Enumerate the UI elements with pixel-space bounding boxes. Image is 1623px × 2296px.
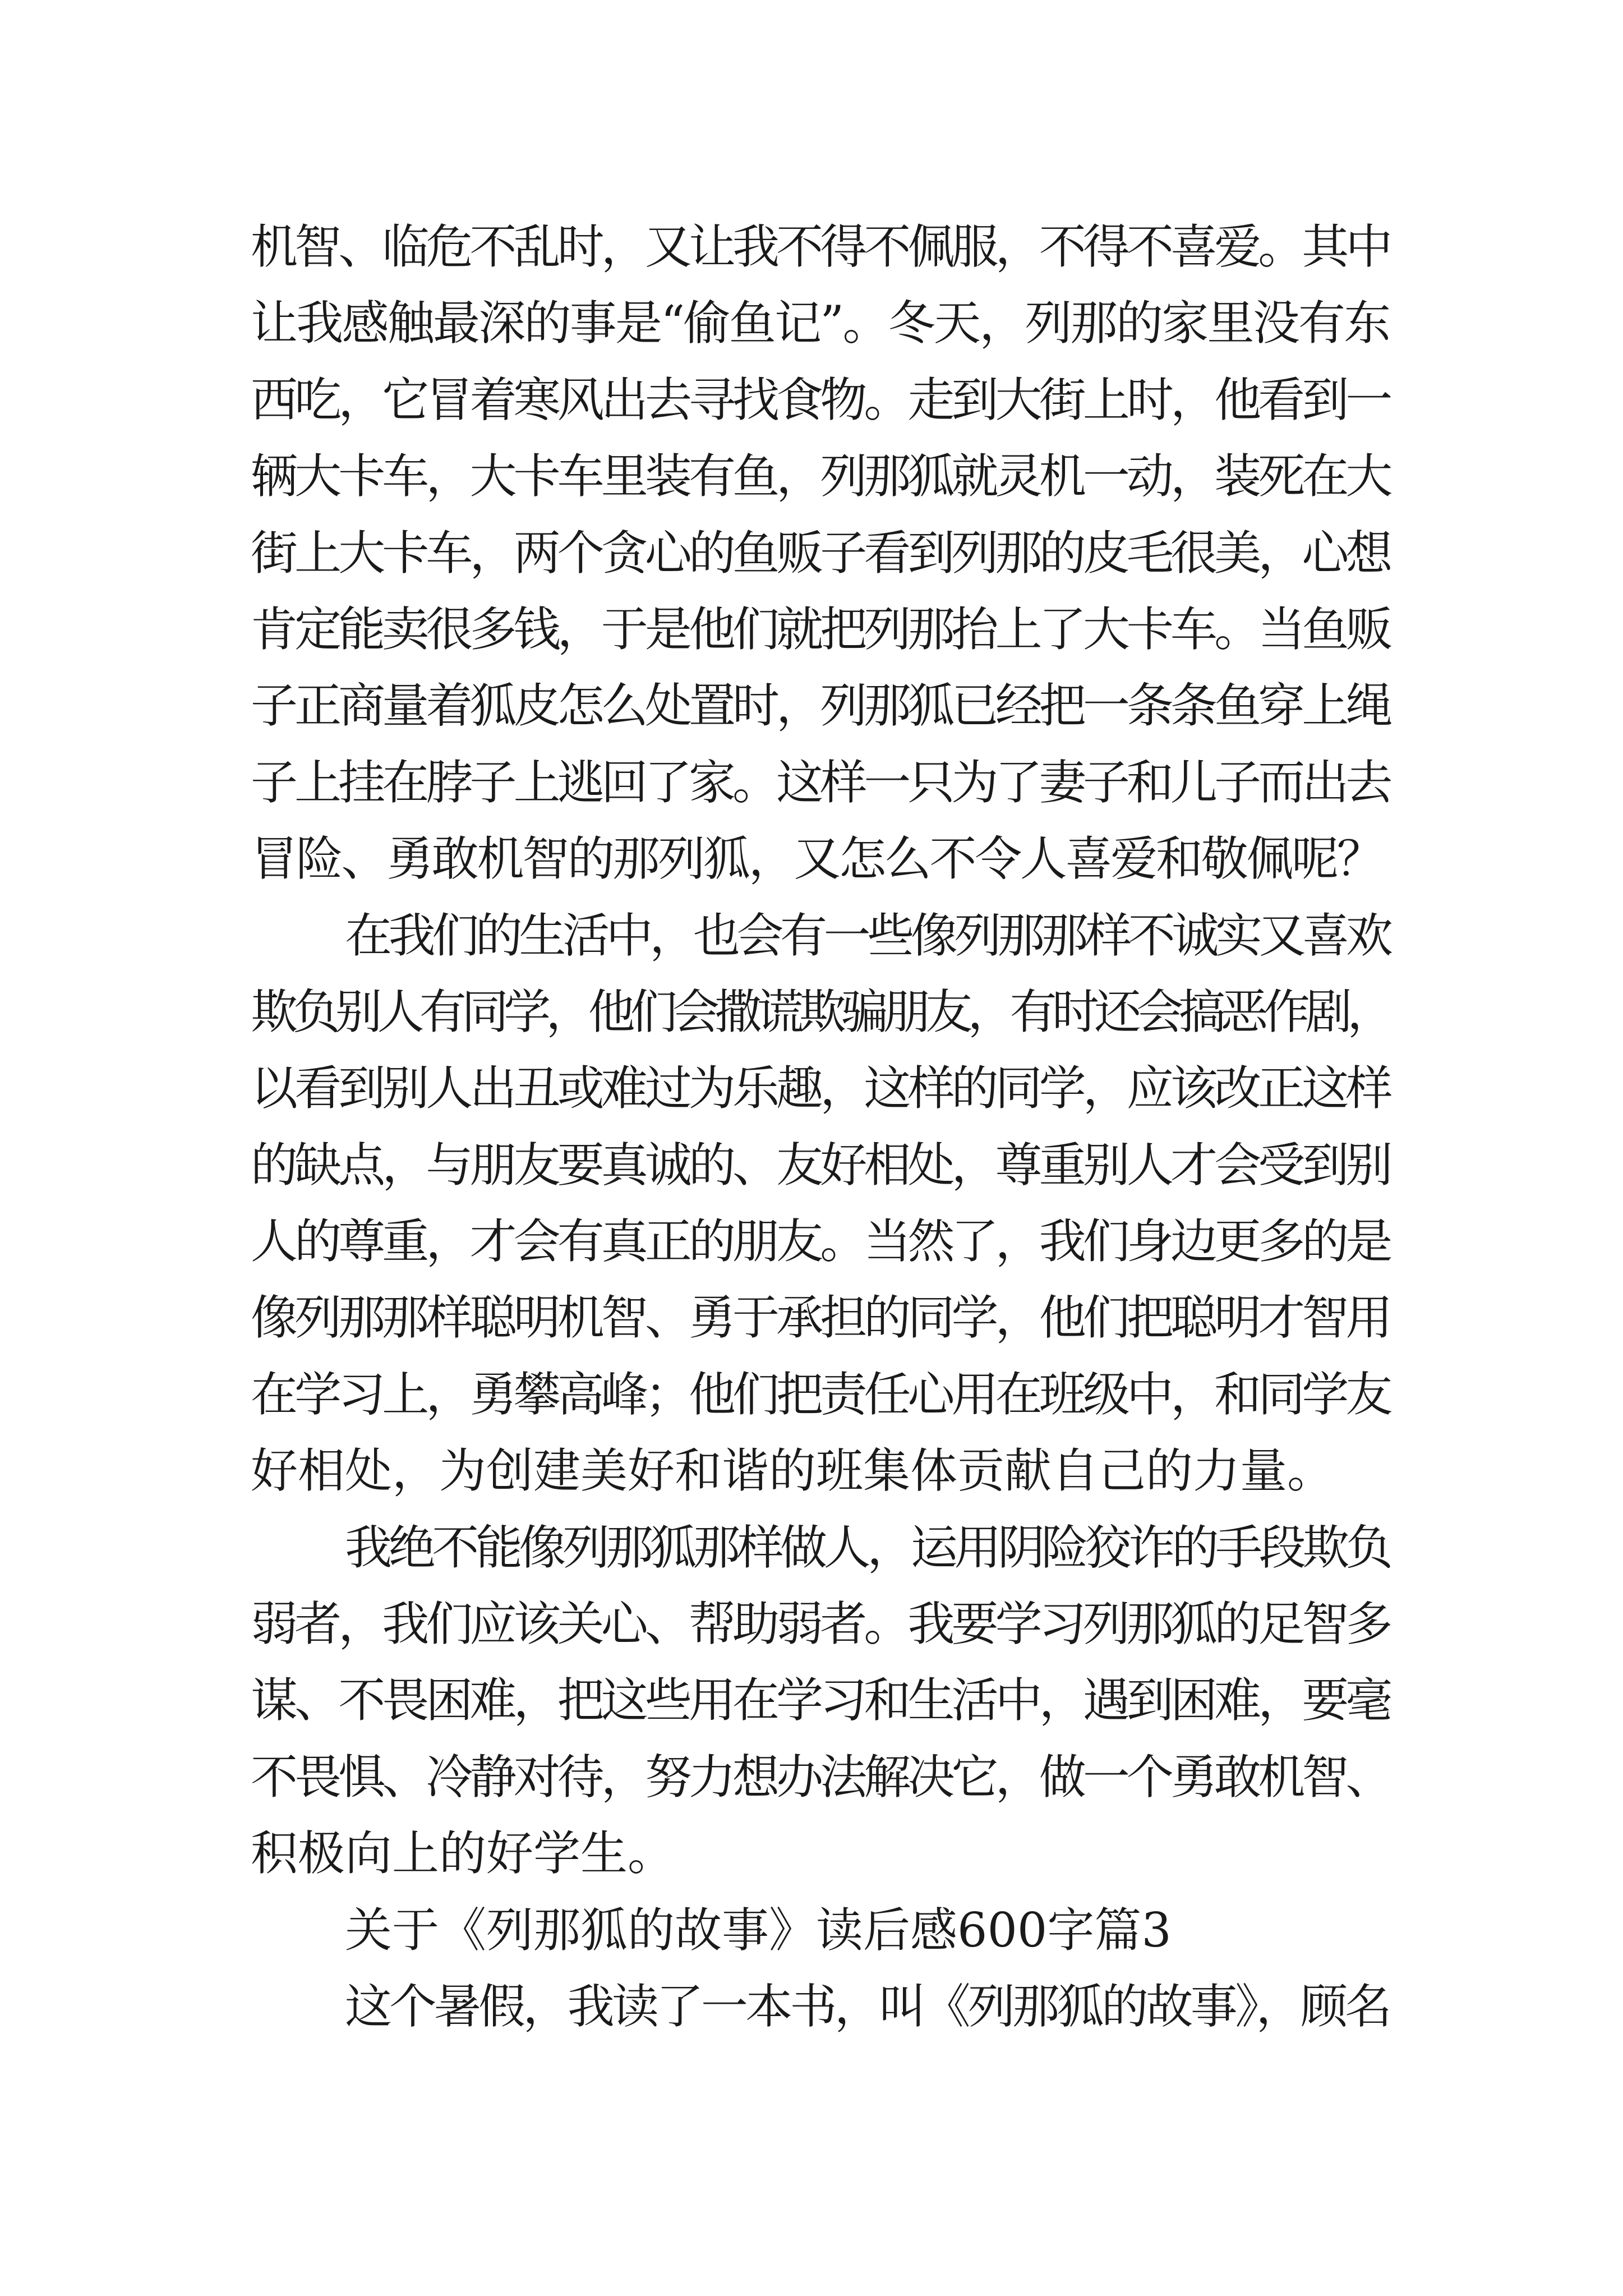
text-line: 好相处，为创建美好和谐的班集体贡献自己的力量。 [251,1443,1335,1499]
text-line: 子正商量着狐皮怎么处置时，列那狐已经把一条条鱼穿上绳 [251,678,1389,734]
text-line: 不畏惧、冷静对待，努力想办法解决它，做一个勇敢机智、 [251,1749,1389,1805]
paragraph-first-line: 在我们的生活中，也会有一些像列那那样不诚实又喜欢 [345,908,1389,963]
document-body [251,209,1389,2045]
section-heading: 关于《列那狐的故事》读后感600字篇3 [345,1902,1172,1958]
text-line: 辆大卡车，大卡车里装有鱼，列那狐就灵机一动，装死在大 [251,449,1389,504]
text-line: 像列那那样聪明机智、勇于承担的同学，他们把聪明才智用 [251,1290,1389,1346]
text-line: 积极向上的好学生。 [251,1826,675,1881]
paragraph-first-line: 我绝不能像列那狐那样做人，运用阴险狡诈的手段欺负 [345,1520,1389,1575]
text-line: 欺负别人有同学，他们会撒谎欺骗朋友，有时还会搞恶作剧， [251,984,1389,1039]
text-line: 弱者，我们应该关心、帮助弱者。我要学习列那狐的足智多 [251,1596,1389,1652]
text-line: 在学习上，勇攀高峰；他们把责任心用在班级中，和同学友 [251,1366,1389,1422]
text-line: 子上挂在脖子上逃回了家。这样一只为了妻子和儿子而出去 [251,754,1389,810]
text-line: 肯定能卖很多钱，于是他们就把列那抬上了大卡车。当鱼贩 [251,601,1389,657]
text-line: 西吃，它冒着寒风出去寻找食物。走到大街上时，他看到一 [251,372,1389,427]
text-line: 的缺点，与朋友要真诚的、友好相处，尊重别人才会受到别 [251,1137,1389,1193]
text-line: 让我感触最深的事是“偷鱼记”。冬天，列那的家里没有东 [251,296,1389,351]
text-line: 人的尊重，才会有真正的朋友。当然了，我们身边更多的是 [251,1214,1389,1269]
text-line: 冒险、勇敢机智的那列狐，又怎么不令人喜爱和敬佩呢？ [251,831,1382,887]
text-line: 谋、不畏困难，把这些用在学习和生活中，遇到困难，要毫 [251,1673,1389,1728]
text-line: 机智、临危不乱时，又让我不得不佩服，不得不喜爱。其中 [251,219,1389,274]
text-line: 街上大卡车，两个贪心的鱼贩子看到列那的皮毛很美，心想 [251,525,1389,581]
text-line: 以看到别人出丑或难过为乐趣，这样的同学，应该改正这样 [251,1061,1389,1116]
paragraph-first-line: 这个暑假，我读了一本书，叫《列那狐的故事》，顾名 [345,1978,1389,2034]
